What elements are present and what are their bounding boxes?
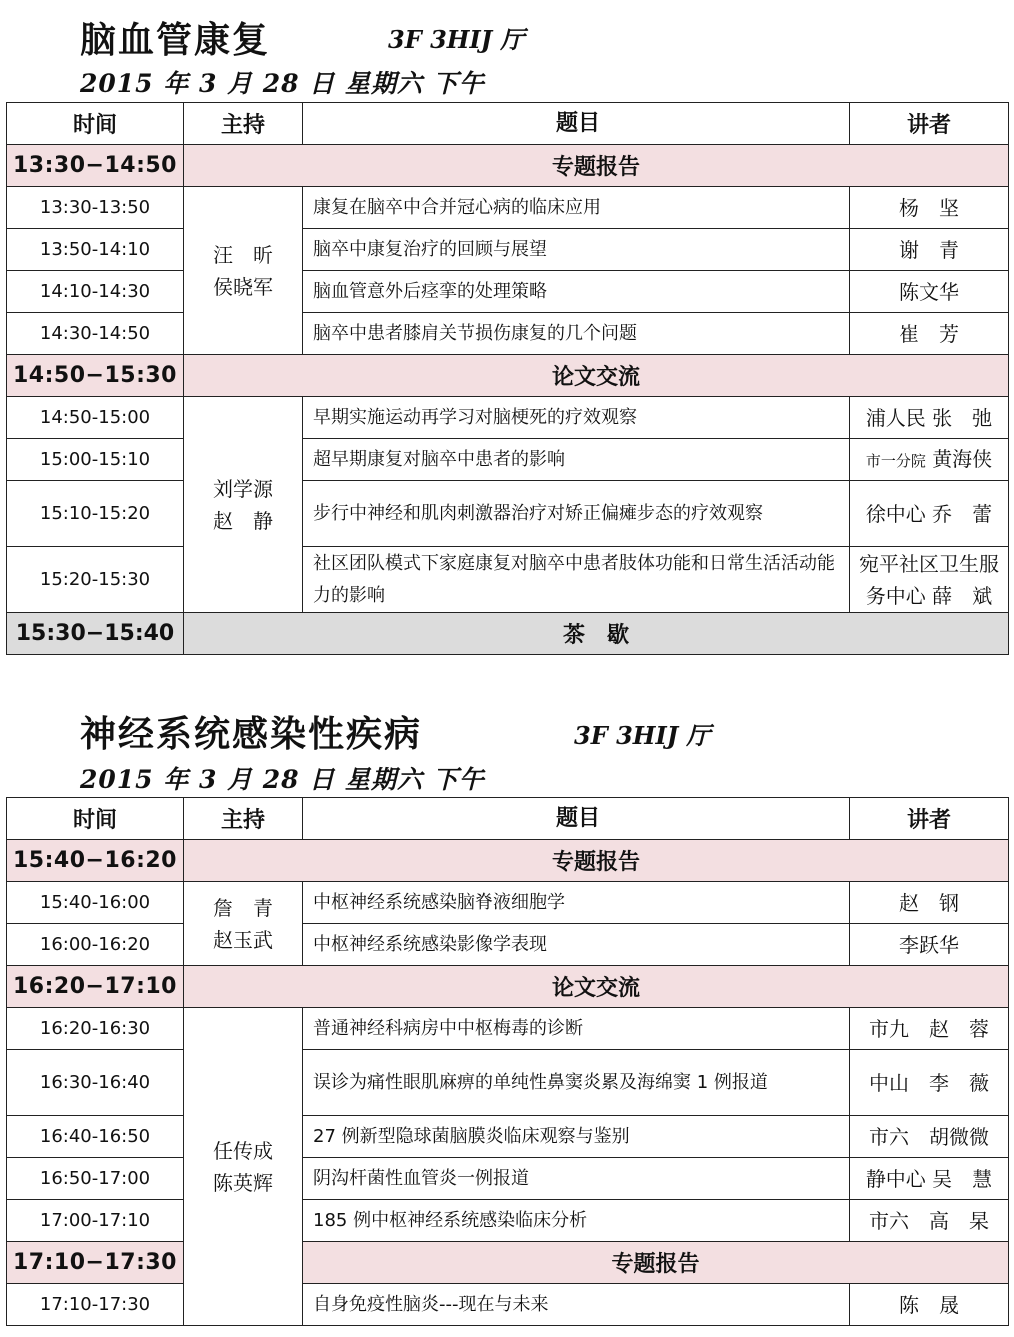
speaker-name: 陈文华: [899, 279, 959, 304]
talk-topic: 脑卒中患者膝肩关节损伤康复的几个问题: [303, 313, 850, 355]
talk-speaker: [850, 1008, 1009, 1050]
speaker-name: 崔 芳: [899, 321, 959, 346]
talk-speaker: [850, 229, 1009, 271]
header-topic: 题目: [303, 103, 850, 145]
break-label: 茶 歇: [184, 613, 1009, 655]
talk-speaker: [850, 1116, 1009, 1158]
table-row: [7, 924, 1009, 966]
talk-time: 16:40-16:50: [7, 1116, 184, 1158]
talk-speaker: [850, 439, 1009, 481]
speaker-name: 市六 胡微微: [869, 1124, 989, 1149]
table-row: [7, 1008, 1009, 1050]
session-time: 15:40−16:20: [7, 840, 184, 882]
talk-time: 14:30-14:50: [7, 313, 184, 355]
host-name: 汪 昕: [213, 242, 273, 267]
talk-topic: 阴沟杆菌性血管炎一例报道: [303, 1158, 850, 1200]
talk-time: 14:10-14:30: [7, 271, 184, 313]
host-name: 陈英辉: [213, 1170, 273, 1195]
table-row: [7, 271, 1009, 313]
speaker-name: 李跃华: [899, 932, 959, 957]
break-row: [7, 613, 1009, 655]
session-label: 论文交流: [184, 355, 1009, 397]
header-topic: 题目: [303, 798, 850, 840]
host-cell: [184, 882, 303, 966]
table-row: [7, 439, 1009, 481]
header-speaker: 讲者: [850, 798, 1009, 840]
talk-topic: 步行中神经和肌肉刺激器治疗对矫正偏瘫步态的疗效观察: [303, 481, 850, 547]
talk-time: 17:10-17:30: [7, 1284, 184, 1326]
header-time: 时间: [7, 103, 184, 145]
session-row: [7, 966, 1009, 1008]
talk-time: 15:10-15:20: [7, 481, 184, 547]
host-cell: [184, 397, 303, 613]
host-name: 任传成: [213, 1138, 273, 1163]
talk-speaker: [850, 882, 1009, 924]
speaker-name: 杨 坚: [899, 195, 959, 220]
speaker-name: 陈 晟: [899, 1292, 959, 1317]
talk-time: 17:00-17:10: [7, 1200, 184, 1242]
host-cell: [184, 187, 303, 355]
session-label: 专题报告: [303, 1242, 1009, 1284]
table-row: [7, 1050, 1009, 1116]
talk-topic: 普通神经科病房中中枢梅毒的诊断: [303, 1008, 850, 1050]
header-host: 主持: [184, 103, 303, 145]
session-row: [7, 355, 1009, 397]
talk-speaker: [850, 187, 1009, 229]
session-row: [7, 145, 1009, 187]
talk-speaker: [850, 313, 1009, 355]
table-row: [7, 397, 1009, 439]
session-time: 14:50−15:30: [7, 355, 184, 397]
talk-speaker: [850, 1158, 1009, 1200]
table-row: [7, 1200, 1009, 1242]
talk-time: 16:30-16:40: [7, 1050, 184, 1116]
talk-speaker: [850, 397, 1009, 439]
table-row: [7, 481, 1009, 547]
session-label: 专题报告: [184, 840, 1009, 882]
speaker-name: 谢 青: [899, 237, 959, 262]
table-row: [7, 187, 1009, 229]
section2-title: 神经系统感染性疾病: [80, 713, 423, 755]
table-row: [7, 1116, 1009, 1158]
section2-date: 2015 年 3 月 28 日 星期六 下午: [80, 765, 485, 794]
table-header-row: [7, 103, 1009, 145]
session-time: 16:20−17:10: [7, 966, 184, 1008]
speaker-name: 中山 李 薇: [869, 1070, 989, 1095]
talk-topic: 康复在脑卒中合并冠心病的临床应用: [303, 187, 850, 229]
talk-topic: 早期实施运动再学习对脑梗死的疗效观察: [303, 397, 850, 439]
talk-time: 16:00-16:20: [7, 924, 184, 966]
host-name: 侯晓军: [213, 274, 273, 299]
talk-time: 15:20-15:30: [7, 547, 184, 613]
host-name: 赵玉武: [213, 927, 273, 952]
talk-time: 16:50-17:00: [7, 1158, 184, 1200]
session-row: [7, 1242, 1009, 1284]
talk-time: 16:20-16:30: [7, 1008, 184, 1050]
talk-topic: 误诊为痛性眼肌麻痹的单纯性鼻窦炎累及海绵窦 1 例报道: [303, 1050, 850, 1116]
talk-time: 13:50-14:10: [7, 229, 184, 271]
talk-topic: 27 例新型隐球菌脑膜炎临床观察与鉴别: [303, 1116, 850, 1158]
talk-topic: 中枢神经系统感染脑脊液细胞学: [303, 882, 850, 924]
speaker-name: 徐中心 乔 蕾: [865, 501, 993, 526]
session-time: 13:30−14:50: [7, 145, 184, 187]
speaker-name: 宛平社区卫生服务中心 薛 斌: [859, 551, 999, 608]
table-header-row: [7, 798, 1009, 840]
break-time: 15:30−15:40: [7, 613, 184, 655]
talk-topic: 脑血管意外后痉挛的处理策略: [303, 271, 850, 313]
host-name: 赵 静: [213, 508, 273, 533]
header-speaker: 讲者: [850, 103, 1009, 145]
speaker-name: 市六 高 杲: [869, 1208, 989, 1233]
talk-speaker: [850, 1284, 1009, 1326]
host-cell: [184, 1008, 303, 1326]
header-host: 主持: [184, 798, 303, 840]
talk-speaker: [850, 271, 1009, 313]
session-time: 17:10−17:30: [7, 1242, 184, 1284]
talk-time: 15:40-16:00: [7, 882, 184, 924]
table-row: [7, 1158, 1009, 1200]
table-row: [7, 313, 1009, 355]
header-time: 时间: [7, 798, 184, 840]
talk-topic: 超早期康复对脑卒中患者的影响: [303, 439, 850, 481]
table-row: [7, 882, 1009, 924]
table-row: [7, 1284, 1009, 1326]
talk-time: 13:30-13:50: [7, 187, 184, 229]
talk-topic: 185 例中枢神经系统感染临床分析: [303, 1200, 850, 1242]
speaker-name: 市九 赵 蓉: [869, 1016, 989, 1041]
talk-topic: 脑卒中康复治疗的回顾与展望: [303, 229, 850, 271]
talk-topic: 社区团队模式下家庭康复对脑卒中患者肢体功能和日常生活活动能力的影响: [303, 547, 850, 613]
section1-title: 脑血管康复: [80, 19, 271, 61]
host-name: 詹 青: [213, 895, 273, 920]
talk-topic: 自身免疫性脑炎---现在与未来: [303, 1284, 850, 1326]
speaker-institution: 市一分院: [865, 451, 926, 470]
section2-room: 3F 3HIJ 厅: [574, 721, 711, 750]
session-label: 专题报告: [184, 145, 1009, 187]
talk-time: 14:50-15:00: [7, 397, 184, 439]
section1-date: 2015 年 3 月 28 日 星期六 下午: [80, 69, 485, 98]
talk-time: 15:00-15:10: [7, 439, 184, 481]
schedule-table-2: [6, 797, 1009, 1326]
speaker-name: 静中心 吴 慧: [865, 1166, 993, 1191]
table-row: [7, 229, 1009, 271]
talk-speaker: [850, 924, 1009, 966]
speaker-name: 浦人民 张 弛: [865, 405, 993, 430]
speaker-name: 黄海侠: [932, 446, 993, 471]
session-row: [7, 840, 1009, 882]
schedule-table-1: [6, 102, 1009, 655]
talk-topic: 中枢神经系统感染影像学表现: [303, 924, 850, 966]
section1-room: 3F 3HIJ 厅: [388, 25, 525, 54]
talk-speaker: [850, 481, 1009, 547]
talk-speaker: [850, 547, 1009, 613]
table-row: [7, 547, 1009, 613]
session-label: 论文交流: [184, 966, 1009, 1008]
talk-speaker: [850, 1200, 1009, 1242]
host-name: 刘学源: [213, 476, 273, 501]
speaker-name: 赵 钢: [899, 890, 959, 915]
talk-speaker: [850, 1050, 1009, 1116]
